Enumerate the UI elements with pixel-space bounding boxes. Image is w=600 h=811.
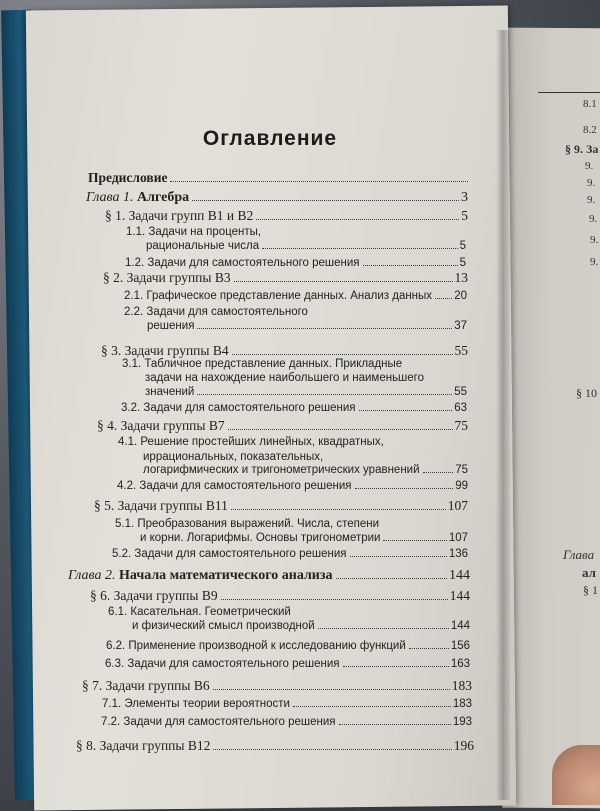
toc-subsection-1-1 <box>146 240 466 252</box>
toc-page-number: 136 <box>448 548 468 560</box>
toc-section-6 <box>90 588 470 604</box>
hand-corner <box>552 745 600 805</box>
toc-page-number: 37 <box>454 320 467 332</box>
toc-leader-dots <box>192 199 459 201</box>
toc-page-number: 55 <box>454 386 467 398</box>
toc-chapter-title: Алгебра <box>136 190 190 205</box>
toc-leader-dots <box>359 409 453 411</box>
toc-leader-dots <box>213 748 451 750</box>
toc-subsection-7-1 <box>102 698 472 710</box>
toc-leader-dots <box>197 393 452 395</box>
toc-entry-text: 6.3. Задачи для самостоятельного решения <box>105 658 340 670</box>
toc-section-8 <box>76 738 474 754</box>
toc-chapter-number: Глава 2. <box>68 568 116 583</box>
toc-leader-dots <box>262 247 457 249</box>
toc-leader-dots <box>232 353 453 355</box>
toc-leader-dots <box>213 688 450 690</box>
toc-page-number: 63 <box>454 402 467 414</box>
toc-section-5 <box>94 498 468 514</box>
toc-subsection-4-1 <box>143 464 468 476</box>
toc-section-2 <box>103 270 468 286</box>
toc-subsection-1-2 <box>125 257 466 269</box>
toc-page-number: 183 <box>452 698 472 710</box>
toc-page-number: 5 <box>461 208 468 223</box>
toc-subsection-text: задачи на нахождение наибольшего и наименьшего <box>145 372 425 384</box>
toc-entry-text: и корни. Логарифмы. Основы тригонометрии <box>140 532 381 544</box>
toc-section-7 <box>82 678 472 694</box>
toc-subsection-text: 6.1. Касательная. Геометрический <box>108 606 291 618</box>
toc-subsection-text: 2.2. Задачи для самостоятельного <box>124 306 308 318</box>
toc-leader-dots <box>435 297 452 299</box>
toc-leader-dots <box>256 218 459 220</box>
toc-subsection-text: 1.1. Задачи на проценты, <box>126 226 262 238</box>
toc-leader-dots <box>423 471 454 473</box>
right-page-item: 9. <box>590 234 599 246</box>
right-page-item: 9. <box>587 177 596 189</box>
toc-leader-dots <box>355 487 454 489</box>
right-page-item: 8.2 <box>583 124 597 136</box>
toc-leader-dots <box>197 327 452 329</box>
toc-subsection-2-1 <box>124 290 467 302</box>
toc-page-number: 144 <box>449 588 470 603</box>
toc-leader-dots <box>231 508 446 510</box>
toc-entry-text: § 1. Задачи групп В1 и В2 <box>105 208 254 223</box>
right-page-item: Глава <box>563 547 595 562</box>
toc-page-number: 144 <box>449 568 470 583</box>
toc-subsection-6-1 <box>132 620 470 632</box>
toc-entry-text: 7.2. Задачи для самостоятельного решения <box>101 716 336 728</box>
toc-leader-dots <box>343 665 449 667</box>
toc-leader-dots <box>293 705 451 707</box>
toc-page-number: 75 <box>454 418 468 433</box>
toc-section-4 <box>97 418 468 434</box>
toc-subsection-2-2 <box>147 320 467 332</box>
toc-section-3 <box>101 343 468 359</box>
toc-entry-text: Предисловие <box>88 170 168 185</box>
toc-leader-dots <box>221 598 448 600</box>
toc-entry-text: 5.2. Задачи для самостоятельного решения <box>112 548 347 560</box>
page-title: Оглавление <box>202 127 338 150</box>
toc-page-number: 99 <box>455 480 468 492</box>
toc-chapter-2 <box>68 568 470 584</box>
toc-page-number: 156 <box>450 640 470 652</box>
toc-page-number: 55 <box>454 343 468 358</box>
toc-leader-dots <box>409 647 449 649</box>
toc-subsection-3-1 <box>145 386 467 398</box>
right-page-item: 9. <box>589 213 598 225</box>
toc-page-number: 3 <box>461 190 468 205</box>
toc-leader-dots <box>363 264 458 266</box>
toc-leader-dots <box>336 577 448 579</box>
toc-entry-preface <box>88 170 470 186</box>
toc-entry-text: 4.2. Задачи для самостоятельного решения <box>117 480 352 492</box>
toc-entry-text: значений <box>145 386 195 398</box>
toc-page-number: 193 <box>452 716 472 728</box>
toc-subsection-text: иррациональных, показательных, <box>143 451 324 463</box>
toc-entry-text: § 4. Задачи группы В7 <box>97 418 225 433</box>
toc-entry-text: и физический смысл производной <box>132 620 315 632</box>
right-page-item: § 1 <box>583 583 598 597</box>
toc-entry-text: § 7. Задачи группы В6 <box>82 678 210 693</box>
toc-page-number: 163 <box>450 658 470 670</box>
toc-subsection-4-2 <box>117 480 468 492</box>
toc-entry-text: логарифмических и тригонометрических уравнений <box>143 464 420 476</box>
toc-leader-dots <box>228 428 453 430</box>
toc-leader-dots <box>339 723 451 725</box>
toc-entry-text: § 6. Задачи группы В9 <box>90 588 218 603</box>
toc-entry-text: 7.1. Элементы теории вероятности <box>102 698 290 710</box>
toc-chapter-number: Глава 1. <box>86 190 134 205</box>
right-page-item: § 10 <box>576 386 597 400</box>
right-page-item: 9. <box>585 160 594 172</box>
right-page-item: § 9. За <box>565 142 599 156</box>
toc-chapter-title: Начала математического анализа <box>118 568 333 583</box>
toc-page-number: 196 <box>453 738 474 753</box>
toc-entry-text: 3.2. Задачи для самостоятельного решения <box>121 402 356 414</box>
toc-chapter-1 <box>86 190 468 206</box>
toc-entry-text: 2.1. Графическое представление данных. Анализ данных <box>124 290 433 302</box>
toc-leader-dots <box>350 555 447 557</box>
toc-subsection-text: 4.1. Решение простейших линейных, квадратных, <box>118 436 384 448</box>
right-page-item: 9. <box>590 256 599 268</box>
toc-entry-text: § 3. Задачи группы В4 <box>101 343 229 358</box>
toc-subsection-6-2 <box>106 640 470 652</box>
toc-page-number: 5 <box>459 240 466 252</box>
toc-page-number: 75 <box>455 464 468 476</box>
toc-page-number: 13 <box>454 270 468 285</box>
right-page-item: ал <box>582 565 596 580</box>
right-page-rule <box>538 92 600 93</box>
toc-leader-dots <box>383 539 446 541</box>
toc-entry-text: § 2. Задачи группы В3 <box>103 270 231 285</box>
toc-leader-dots <box>234 280 453 282</box>
toc-page-number: 107 <box>447 498 468 513</box>
right-page-item: 8.1 <box>583 98 597 110</box>
toc-subsection-5-1 <box>140 532 468 544</box>
toc-leader-dots <box>318 627 449 629</box>
toc-entry-text: § 8. Задачи группы В12 <box>76 738 211 753</box>
toc-subsection-text: 3.1. Табличное представление данных. Прикладные <box>122 358 403 370</box>
toc-leader-dots <box>170 180 468 182</box>
toc-page-number: 144 <box>450 620 470 632</box>
toc-page-number: 183 <box>451 678 472 693</box>
toc-subsection-3-2 <box>121 402 467 414</box>
toc-page-number: 5 <box>459 257 466 269</box>
toc-entry-text: § 5. Задачи группы В11 <box>94 498 228 513</box>
toc-page-number: 20 <box>454 290 467 302</box>
toc-entry-text: 1.2. Задачи для самостоятельного решения <box>125 257 360 269</box>
toc-page-number: 107 <box>448 532 468 544</box>
toc-entry-text: рациональные числа <box>146 240 260 252</box>
toc-subsection-text: 5.1. Преобразования выражений. Числа, степени <box>115 518 380 530</box>
toc-section-1 <box>105 208 468 224</box>
toc-subsection-7-2 <box>101 716 472 728</box>
toc-entry-text: 6.2. Применение производной к исследованию функций <box>106 640 406 652</box>
toc-subsection-5-2 <box>112 548 468 560</box>
toc-subsection-6-3 <box>105 658 470 670</box>
right-page-item: 9. <box>587 194 596 206</box>
toc-entry-text: решения <box>147 320 195 332</box>
